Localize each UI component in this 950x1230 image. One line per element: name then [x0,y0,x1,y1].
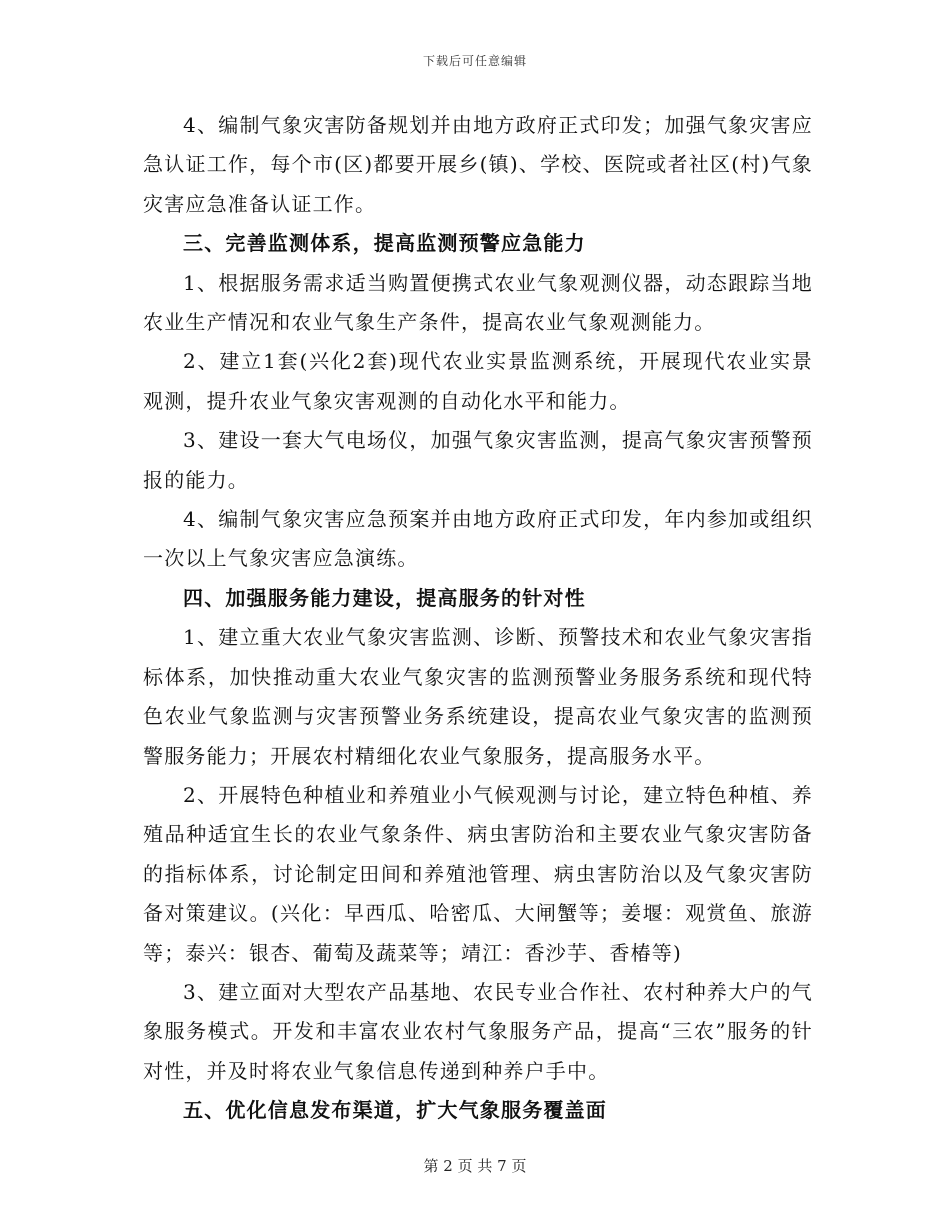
page-header: 下载后可任意编辑 [422,54,527,68]
paragraph-4-1: 1、建立重大农业气象灾害监测、诊断、预警技术和农业气象灾害指标体系，加快推动重大农业气象灾害的监测预警业务服务系统和现代特色农业气象监测与灾害预警业务系统建设，提高农业气象灾害的监测预警服务能力；开展农村精细化农业气象服务，提高服务水平。 [143,625,813,768]
section-heading-3: 三、完善监测体系，提高监测预警应急能力 [183,231,586,256]
section-heading-4: 四、加强服务能力建设，提高服务的针对性 [183,585,586,610]
paragraph-4-3: 3、建立面对大型农产品基地、农民专业合作社、农村种养大户的气象服务模式。开发和丰富农业农村气象服务产品，提高“三农”服务的针对性，并及时将农业气象信息传递到种养户手中。 [143,979,813,1083]
paragraph-3-3: 3、建设一套大气电场仪，加强气象灾害监测，提高气象灾害预警预报的能力。 [143,428,813,492]
page-number: 第 2 页 共 7 页 [423,1157,527,1175]
paragraph-4-2: 2、开展特色种植业和养殖业小气候观测与讨论，建立特色种植、养殖品种适宜生长的农业气象条件、病虫害防治和主要农业气象灾害防备的指标体系，讨论制定田间和养殖池管理、病虫害防治以及气象灾害防备对策建议。(兴化：早西瓜、哈密瓜、大闸蟹等；姜堰：观赏鱼、旅游等；泰兴：银杏、葡萄及蔬菜等；靖江：香沙芋、香椿等) [143,782,813,965]
paragraph-3-1: 1、根据服务需求适当购置便携式农业气象观测仪器，动态跟踪当地农业生产情况和农业气象生产条件，提高农业气象观测能力。 [143,270,813,335]
paragraph-4-plan: 4、编制气象灾害防备规划并由地方政府正式印发；加强气象灾害应急认证工作，每个市(区)都要开展乡(镇)、学校、医院或者社区(村)气象灾害应急准备认证工作。 [143,113,813,216]
paragraph-3-2: 2、建立1套(兴化2套)现代农业实景监测系统，开展现代农业实景观测，提升农业气象灾害观测的自动化水平和能力。 [143,349,813,413]
document-body [143,106,813,1131]
paragraph-3-4: 4、编制气象灾害应急预案并由地方政府正式印发，年内参加或组织一次以上气象灾害应急演练。 [143,507,813,571]
section-heading-5: 五、优化信息发布渠道，扩大气象服务覆盖面 [183,1098,607,1123]
